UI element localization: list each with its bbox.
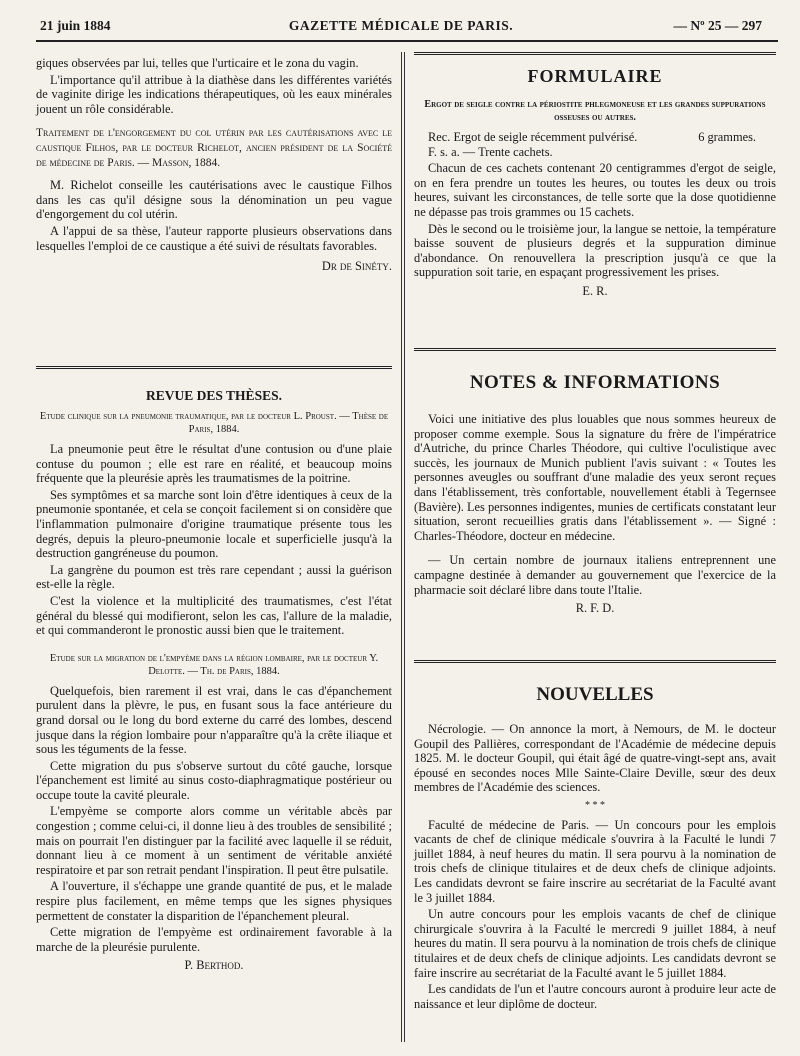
paragraph: Dès le second ou le troisième jour, la langue se nettoie, la température baisse souvent de plusieurs degrés et la suppuration diminue d'abondance. On renouvellera la prescription jusqu'à ce que la suppuration soit tarie, en espaçant progressivement les prises. bbox=[414, 221, 776, 280]
paragraph: Un autre concours pour les emplois vacants de chef de clinique chirurgicale s'ouvrira à la Faculté le mercredi 9 juillet 1884, à neuf heures du matin. Il sera pourvu à la nomination de trois chefs de clinique titulaires et de deux chefs de clinique adjoints. Les candidats devront se faire inscrire au secrétariat de la Faculté avant le 5 juillet 1884. bbox=[414, 907, 776, 980]
paragraph: — Un certain nombre de journaux italiens entreprennent une campagne destinée à demander au gouvernement que l'exercice de la pharmacie soit déclaré libre dans toute l'Italie. bbox=[414, 553, 776, 597]
paragraph: Quelquefois, bien rarement il est vrai, dans le cas d'épanchement purulent dans la plèvre, le pus, en fusant sous la face antérieure du grand dorsal ou le long du bord externe du carré des lombes, descend jusque dans la région lombaire pour n'apparaître qu'à la crête iliaque et sous les téguments de la fesse. bbox=[36, 683, 392, 757]
paragraph: Les candidats de l'un et l'autre concours auront à produire leur acte de naissance et leur diplôme de docteur. bbox=[414, 982, 776, 1011]
paragraph: M. Richelot conseille les cautérisations avec le caustique Filhos dans les cas qu'il désigne sous la dénomination un peu vague d'engorgement du col utérin. bbox=[36, 178, 392, 222]
paragraph: Nécrologie. — On annonce la mort, à Nemours, de M. le docteur Goupil des Pallières, correspondant de l'Académie de médecine depuis 1825. M. le docteur Goupil, qui était âgé de quatre-vingt-sept ans, avait épousé en secondes noces Mlle Sainte-Claire Deville, sœur des deux membres de l'Académie des sciences. bbox=[414, 722, 776, 795]
right-column-notes bbox=[414, 412, 776, 616]
section-title: NOTES & INFORMATIONS bbox=[469, 372, 721, 393]
section-title: REVUE DES THÈSES. bbox=[146, 388, 282, 403]
paragraph: giques observées par lui, telles que l'urticaire et le zona du vagin. bbox=[36, 56, 359, 70]
left-column-top bbox=[36, 56, 392, 274]
paragraph: A l'appui de sa thèse, l'auteur rapporte plusieurs observations dans lesquelles l'emploi de ce caustique a été suivi de résultats favorables. bbox=[36, 223, 392, 253]
signature: R. F. D. bbox=[575, 601, 615, 616]
paragraph: Cette migration de l'empyème est ordinairement favorable à la marche de la pleurésie purulente. bbox=[36, 925, 392, 954]
paragraph: Voici une initiative des plus louables que nous sommes heureux de proposer comme exemple. Sous la signature du frère de l'impératrice d'Autriche, du prince Charles Théodore, qui cultive l'oculistique avec succès, les journaux de Munich publient l'avis suivant : « Toutes les personnes aveugles ou souffrant d'une maladie des yeux seront reçues dans l'établissement, très confortable, nouvellement établi à Tegernsee (Bavière). Les personnes indigentes, munies de certificats constatant leur situation, seront recueillies gratis dans l'établissement ». — Signé : Charles-Théodore, docteur en médecine. bbox=[414, 412, 776, 543]
page-header bbox=[40, 14, 762, 36]
signature: P. Berthod. bbox=[184, 958, 244, 973]
section-rule bbox=[36, 366, 392, 369]
separator-stars: * * * bbox=[585, 799, 605, 811]
article-title: Traitement de l'engorgement du col utérin par les cautérisations avec le caustique Filhos, par le docteur Richelot, ancien président de la Société de médecine de Paris. — Masson, 1884. bbox=[36, 127, 392, 169]
paragraph: Chacun de ces cachets contenant 20 centigrammes d'ergot de seigle, on en fera prendre un toutes les heures, ou toutes les deux ou trois heures, suivant les circonstances, de telle sorte que la dose quotidienne ne dépasse pas trois grammes ou 15 cachets. bbox=[414, 161, 776, 219]
section-title: FORMULAIRE bbox=[527, 66, 663, 86]
paragraph: L'empyème se comporte alors comme un véritable abcès par congestion ; comme celui-ci, il donne lieu à des troubles de sensibilité ; mais on pourrait l'en distinguer par la facilité avec laquelle il se réduit, donnant lieu à ce moment à un sentiment de véritable anxiété respiratoire et par son retrait pendant l'inspiration. Il peut être pulsatile. bbox=[36, 804, 392, 877]
section-title: NOUVELLES bbox=[536, 684, 654, 705]
paragraph: Faculté de médecine de Paris. — Un concours pour les emplois vacants de chef de clinique médicale s'ouvrira à la Faculté le lundi 7 juillet 1884, à neuf heures du matin. Il sera pourvu à la nomination de trois chefs de clinique titulaires et de deux chefs de clinique adjoints. Les candidats devront se faire inscrire au secrétariat de la Faculté avant le 3 juillet 1884. bbox=[414, 817, 776, 905]
paragraph: Ses symptômes et sa marche sont loin d'être identiques à ceux de la pneumonie spontanée, et cela se conçoit facilement si on considère que l'inflammation pulmonaire d'origine traumatique présente tous les degrés, depuis la pleuro-pneumonie locale et superficielle jusqu'à la destruction gangréneuse du poumon. bbox=[36, 487, 392, 561]
header-title: GAZETTE MÉDICALE DE PARIS. bbox=[288, 18, 514, 33]
section-rule bbox=[414, 52, 776, 55]
column-divider bbox=[401, 52, 402, 1042]
header-rule bbox=[36, 40, 778, 42]
paragraph: Cette migration du pus s'observe surtout du côté gauche, lorsque l'épanchement est limité au sinus costo-diaphragmatique postérieur ou occupe toute la cavité pleurale. bbox=[36, 758, 392, 802]
thesis-title: Etude clinique sur la pneumonie traumatique, par le docteur L. Proust. — Thèse de Paris, 1884. bbox=[39, 411, 389, 435]
signature: E. R. bbox=[582, 283, 608, 298]
right-column-nouvelles bbox=[414, 722, 776, 1013]
section-rule bbox=[414, 660, 776, 663]
paragraph: La gangrène du poumon est très rare cependant ; aussi la guérison est-elle la règle. bbox=[36, 562, 392, 592]
paragraph: C'est la violence et la multiplicité des traumatismes, c'est l'état général du blessé qui modifieront, selon les cas, l'allure de la maladie, et qui commanderont le pronostic aussi bien que le traitement. bbox=[36, 593, 392, 638]
left-column-theses bbox=[36, 410, 392, 973]
formula-line bbox=[414, 130, 776, 145]
thesis-title: Etude sur la migration de l'empyème dans la région lombaire, par le docteur Y. Delotte. — Th. de Paris, 1884. bbox=[49, 652, 379, 677]
formula-line: F. s. a. — Trente cachets. bbox=[428, 144, 553, 159]
paragraph: A l'ouverture, il s'échappe une grande quantité de pus, et le malade respire plus facilement, en même temps que les signes physiques permettent de constater la disparition de l'épanchement pleural. bbox=[36, 879, 392, 923]
right-column-formulaire bbox=[414, 98, 776, 299]
paragraph: L'importance qu'il attribue à la diathèse dans les différentes variétés de vaginite dirige les indications thérapeutiques, où les eaux minérales jouent un rôle considérable. bbox=[36, 72, 392, 116]
section-rule bbox=[414, 348, 776, 351]
paragraph: La pneumonie peut être le résultat d'une contusion ou d'une plaie contuse du poumon ; elle est rare en réalité, et beaucoup moins fréquente que la pleurésie après les traumatismes de la poitrine. bbox=[36, 442, 392, 486]
formula-quantity: 6 grammes. bbox=[698, 130, 756, 144]
formula-title: Ergot de seigle contre la périostite phlegmoneuse et les grandes suppurations osseuses ou autres. bbox=[424, 99, 766, 123]
signature: Dr de Sinéty. bbox=[321, 259, 392, 274]
header-date: 21 juin 1884 bbox=[40, 18, 111, 33]
header-page-number: — Nº 25 — 297 bbox=[673, 18, 762, 33]
formula-ingredient: Rec. Ergot de seigle récemment pulvérisé. bbox=[428, 130, 638, 144]
